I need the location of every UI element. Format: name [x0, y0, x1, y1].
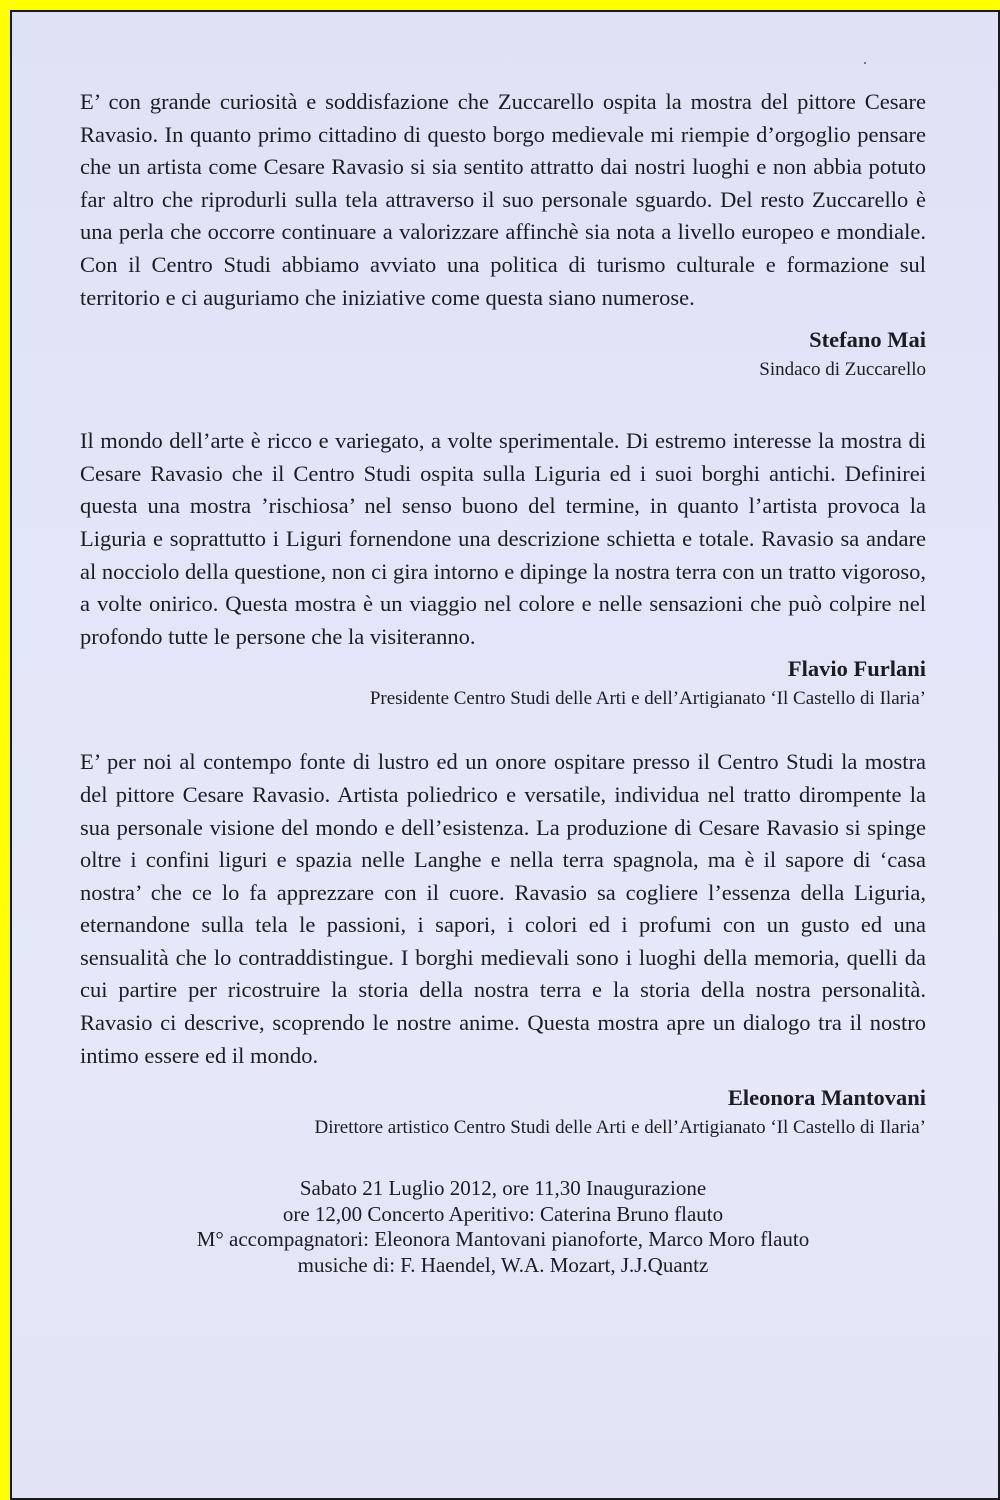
document-body [80, 72, 926, 1278]
document-page [10, 10, 1000, 1500]
event-line-music: musiche di: F. Haendel, W.A. Mozart, J.J.Quantz [297, 1252, 709, 1277]
signature-role-president: Presidente Centro Studi delle Arti e dell’Artigianato ‘Il Castello di Ilaria’ [369, 688, 926, 710]
event-line-accompanists: M° accompagnatori: Eleonora Mantovani pianoforte, Marco Moro flauto [196, 1227, 810, 1252]
event-line-concert: ore 12,00 Concerto Aperitivo: Caterina Bruno flauto [282, 1201, 724, 1226]
paragraph-director: E’ per noi al contempo fonte di lustro ed un onore ospitare presso il Centro Studi la mostra del pittore Cesare Ravasio. Artista poliedrico e versatile, individua nel tratto dirompente la sua personale visione del mondo e dell’esistenza. La produzione di Cesare Ravasio si spinge oltre i confini liguri e spazia nelle Langhe e nella terra spagnola, ma è il sapore di ‘casa nostra’ che ce lo fa apprezzare con il cuore. Ravasio sa cogliere l’essenza della Liguria, eternandone sulla tela le passioni, i sapori, i colori ed i profumi con un gusto ed una sensualità che lo contraddistingue. I borghi medievali sono i luoghi della memoria, quelli da cui partire per ricostruire la storia della nostra terra e la storia della nostra personalità. Ravasio ci descrive, scoprendo le nostre anime. Questa mostra apre un dialogo tra il nostro intimo essere ed il mondo. [80, 749, 926, 1068]
signature-role-mayor: Sindaco di Zuccarello [759, 359, 926, 381]
event-details [80, 1176, 926, 1278]
signature-name-president: Flavio Furlani [787, 656, 926, 682]
speck [864, 62, 866, 64]
signature-name-mayor: Stefano Mai [809, 327, 926, 353]
paragraph-president: Il mondo dell’arte è ricco e variegato, a volte sperimentale. Di estremo interesse la mostra di Cesare Ravasio che il Centro Studi ospita sulla Liguria ed i suoi borghi antichi. Definirei questa una mostra ’rischiosa’ nel senso buono del termine, in quanto l’artista provoca la Liguria e soprattutto i Liguri fornendone una descrizione schietta e totale. Ravasio sa andare al nocciolo della questione, non ci gira intorno e dipinge la nostra terra con un tratto vigoroso, a volte onirico. Questa mostra è un viaggio nel colore e nelle sensazioni che può colpire nel profondo tutte le persone che la visiteranno. [80, 428, 927, 649]
event-line-inauguration: Sabato 21 Luglio 2012, ore 11,30 Inaugurazione [299, 1176, 707, 1201]
paragraph-mayor: E’ con grande curiosità e soddisfazione che Zuccarello ospita la mostra del pittore Cesare Ravasio. In quanto primo cittadino di questo borgo medievale mi riempie d’orgoglio pensare che un artista come Cesare Ravasio si sia sentito attratto dai nostri luoghi e non abbia potuto far altro che riprodurli sulla tela attraverso il suo personale sguardo. Del resto Zuccarello è una perla che occorre continuare a valorizzare affinchè sia nota a livello europeo e mondiale. Con il Centro Studi abbiamo avviato una politica di turismo culturale e formazione sul territorio e ci auguriamo che iniziative come questa siano numerose. [80, 89, 926, 310]
signature-role-director: Direttore artistico Centro Studi delle Arti e dell’Artigianato ‘Il Castello di Ilaria’ [314, 1117, 926, 1139]
signature-name-director: Eleonora Mantovani [727, 1085, 926, 1111]
